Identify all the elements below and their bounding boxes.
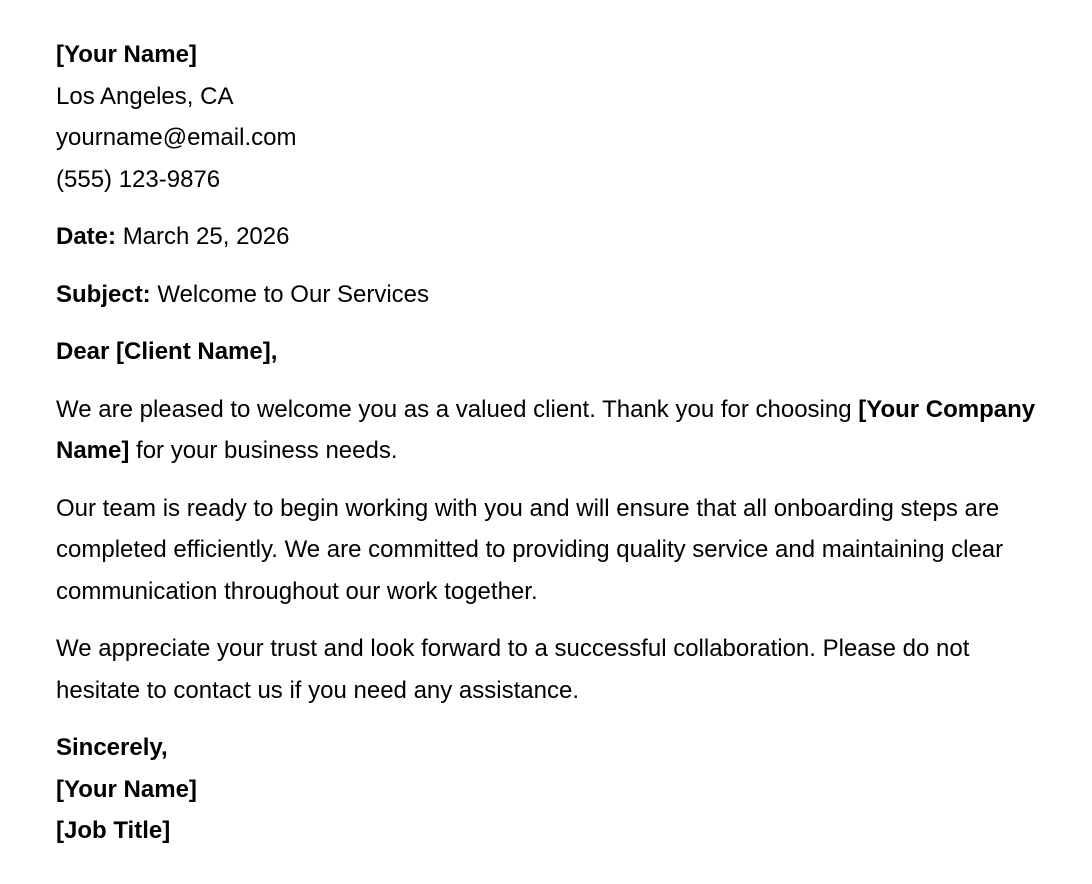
closing-block <box>56 727 1046 852</box>
sender-block <box>56 34 1046 200</box>
salutation: Dear [Client Name], <box>56 338 278 365</box>
valediction: Sincerely, <box>56 734 168 761</box>
subject-value: Welcome to Our Services <box>157 280 429 308</box>
sender-phone: (555) 123-9876 <box>56 165 221 193</box>
paragraph-welcome <box>56 389 1046 472</box>
date-value: March 25, 2026 <box>122 223 290 250</box>
subject-line <box>56 274 1046 316</box>
date-label: Date: <box>56 223 117 250</box>
paragraph-welcome-intro: We are pleased to welcome you as a valued client. Thank you for choosing <box>56 395 859 423</box>
paragraph-welcome-outro: for your business needs. <box>129 437 398 464</box>
paragraph-appreciation: We appreciate your trust and look forward to a successful collaboration. Please do not hesitate to contact us if you need any assistance. <box>56 635 970 704</box>
sender-name: [Your Name] <box>56 41 197 68</box>
company-name: [Your Company Name] <box>56 395 1036 464</box>
subject-label: Subject: <box>56 280 151 308</box>
signer-title: [Job Title] <box>56 817 171 844</box>
signer-name: [Your Name] <box>56 775 197 803</box>
letter-document <box>56 34 1046 852</box>
paragraph-onboarding: Our team is ready to begin working with you and will ensure that all onboarding steps are completed efficiently. We are committed to providing quality service and maintaining clear communication throughout our work together. <box>56 494 1004 605</box>
sender-email: yourname@email.com <box>56 124 297 151</box>
sender-city: Los Angeles, CA <box>56 82 234 110</box>
date-line <box>56 216 1046 258</box>
